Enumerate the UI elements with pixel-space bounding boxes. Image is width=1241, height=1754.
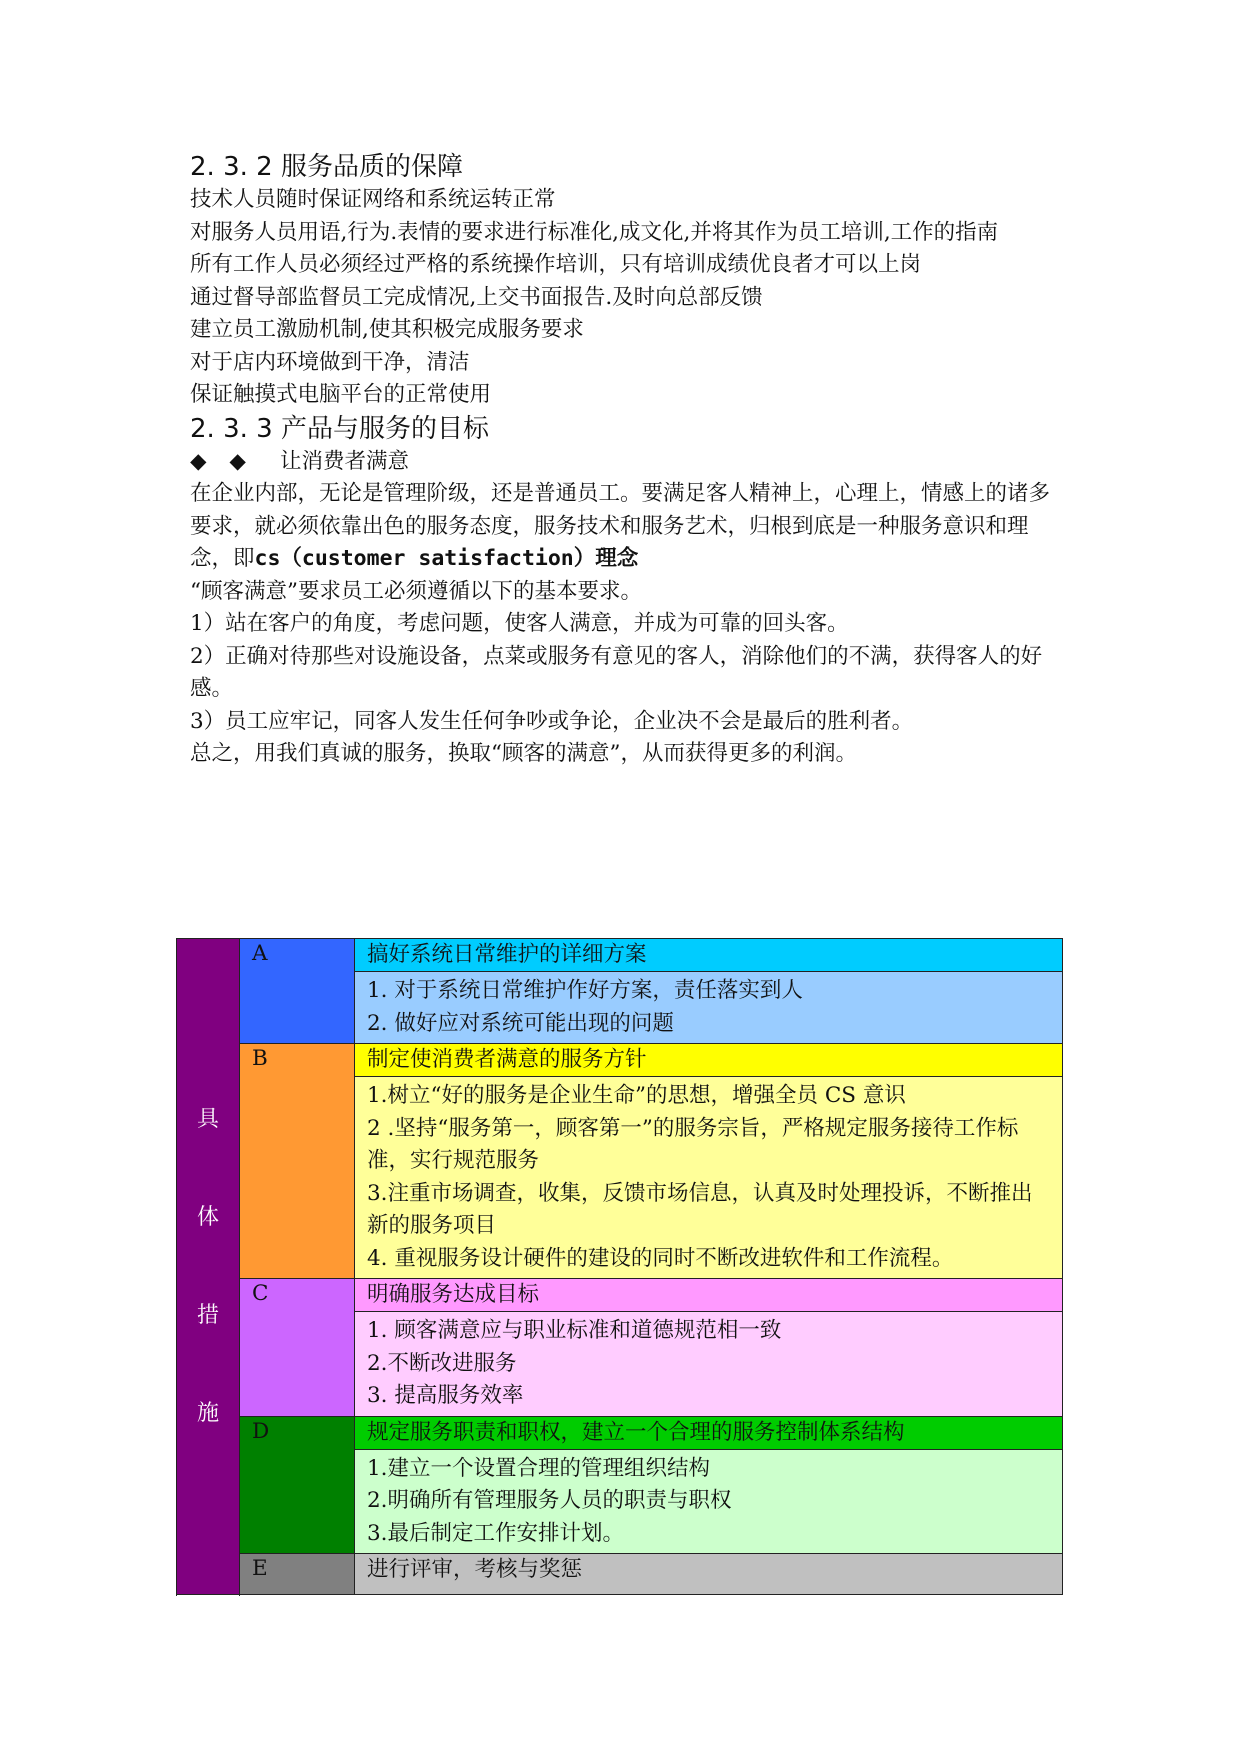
section-head-a: 搞好系统日常维护的详细方案 xyxy=(355,939,1063,972)
section-body-a xyxy=(355,972,1063,1044)
section-232-line: 通过督导部监督员工完成情况,上交书面报告.及时向总部反馈 xyxy=(190,284,763,310)
section-233-title: 2. 3. 3 产品与服务的目标 xyxy=(190,413,489,444)
side-label xyxy=(177,939,240,1595)
section-item: 2 .坚持“服务第一，顾客第一”的服务宗旨，严格规定服务接待工作标准，实行规范服务 xyxy=(367,1115,1019,1173)
section-item: 1.树立“好的服务是企业生命”的思想，增强全员 CS 意识 xyxy=(367,1083,906,1108)
side-char: 体 xyxy=(196,1204,219,1230)
section-232-line: 对于店内环境做到干净，清洁 xyxy=(190,349,470,375)
document-text xyxy=(190,150,1070,771)
section-letter-d: D xyxy=(240,1416,355,1554)
section-232-line: 保证触摸式电脑平台的正常使用 xyxy=(190,382,492,407)
section-item: 1.建立一个设置合理的管理组织结构 xyxy=(367,1455,711,1481)
section-item: 3.最后制定工作安排计划。 xyxy=(367,1520,625,1546)
section-body-b xyxy=(355,1077,1063,1279)
side-char: 施 xyxy=(196,1400,219,1426)
section-232-line: 对服务人员用语,行为.表情的要求进行标准化,成文化,并将其作为员工培训,工作的指南 xyxy=(190,219,999,245)
paragraph-main: 在企业内部，无论是管理阶级，还是普通员工。要满足客人精神上，心理上，情感上的诸多要求，就必须依靠出色的服务态度，服务技术和服务艺术，归根到底是一种服务意识和理念，即 xyxy=(190,481,1051,571)
section-item: 1. 对于系统日常维护作好方案，责任落实到人 xyxy=(367,978,803,1003)
diamond-bullet-icon: ◆ ◆ xyxy=(190,448,254,474)
section-233-line: 3）员工应牢记，同客人发生任何争吵或争论，企业决不会是最后的胜利者。 xyxy=(190,708,914,734)
section-233-line: 总之，用我们真诚的服务，换取“顾客的满意”，从而获得更多的利润。 xyxy=(190,741,857,766)
section-item: 1. 顾客满意应与职业标准和道德规范相一致 xyxy=(367,1318,782,1343)
section-head-d: 规定服务职责和职权，建立一个合理的服务控制体系结构 xyxy=(355,1416,1063,1449)
section-head-c: 明确服务达成目标 xyxy=(355,1279,1063,1312)
section-232-line: 建立员工激励机制,使其积极完成服务要求 xyxy=(190,317,584,342)
section-item: 3. 提高服务效率 xyxy=(367,1383,524,1408)
section-head-b: 制定使消费者满意的服务方针 xyxy=(355,1044,1063,1077)
section-head-e: 进行评审，考核与奖惩 xyxy=(355,1554,1063,1595)
section-body-d xyxy=(355,1449,1063,1554)
section-232-line: 技术人员随时保证网络和系统运转正常 xyxy=(190,187,556,212)
section-233-paragraph xyxy=(190,478,1070,576)
section-232-title: 2. 3. 2 服务品质的保障 xyxy=(190,152,463,182)
section-letter-b: B xyxy=(240,1044,355,1279)
measures-table xyxy=(176,938,1063,1595)
section-body-c xyxy=(355,1312,1063,1417)
section-letter-e: E xyxy=(240,1554,355,1595)
section-item: 3.注重市场调查，收集，反馈市场信息，认真及时处理投诉，不断推出新的服务项目 xyxy=(367,1180,1033,1238)
bullet-line xyxy=(190,446,1070,479)
section-233-line: “顾客满意”要求员工必须遵循以下的基本要求。 xyxy=(190,578,642,604)
section-item: 4. 重视服务设计硬件的建设的同时不断改进软件和工作流程。 xyxy=(367,1245,954,1271)
section-letter-c: C xyxy=(240,1279,355,1417)
bullet-text: 让消费者满意 xyxy=(280,448,410,474)
section-233-line: 2）正确对待那些对设施设备，点菜或服务有意见的客人，消除他们的不满，获得客人的好感。 xyxy=(190,643,1043,701)
section-item: 2. 做好应对系统可能出现的问题 xyxy=(367,1010,674,1036)
section-item: 2.不断改进服务 xyxy=(367,1350,517,1376)
section-233-line: 1）站在客户的角度，考虑问题，使客人满意，并成为可靠的回头客。 xyxy=(190,611,849,636)
section-item: 2.明确所有管理服务人员的职责与职权 xyxy=(367,1488,732,1513)
cs-concept: cs（customer satisfaction）理念 xyxy=(254,546,639,571)
section-letter-a: A xyxy=(240,939,355,1044)
section-232-line: 所有工作人员必须经过严格的系统操作培训，只有培训成绩优良者才可以上岗 xyxy=(190,252,922,277)
side-char: 具 xyxy=(196,1106,219,1132)
side-char: 措 xyxy=(196,1302,219,1328)
